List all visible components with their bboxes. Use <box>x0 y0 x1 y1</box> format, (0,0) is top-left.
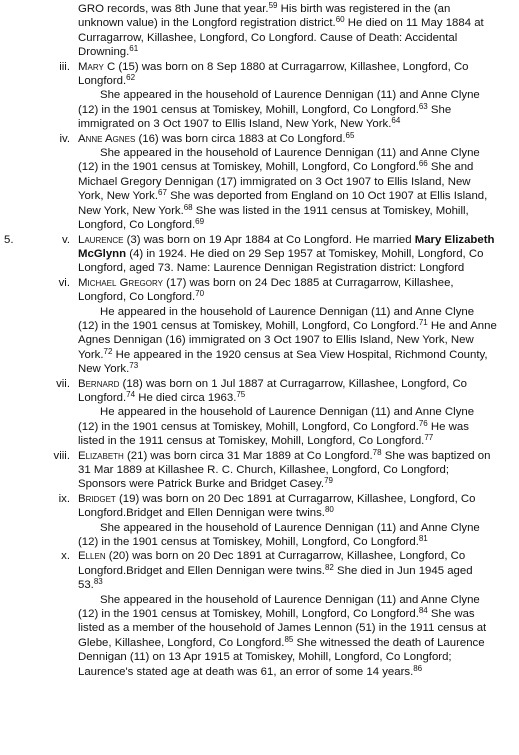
genealogy-page <box>0 2 519 679</box>
entry-text: He appeared in the household of Laurence Dennigan (11) and Anne Clyne (12) in the 1901 census at Tomiskey, Mohill, Longford, Co Longford. <box>78 305 475 332</box>
generation-number: 5. <box>4 233 14 246</box>
person-name: Mary C <box>78 60 116 73</box>
entry-detail <box>78 593 497 679</box>
footnote-ref: 64 <box>391 116 401 126</box>
footnote-ref: 74 <box>126 389 136 399</box>
footnote-ref: 66 <box>418 159 428 169</box>
person-name: Anne Agnes <box>78 132 136 145</box>
entry-detail <box>78 88 497 131</box>
footnote-ref: 77 <box>424 433 434 443</box>
footnote-ref: 72 <box>103 346 113 356</box>
entry-summary <box>78 2 497 60</box>
footnote-ref: 70 <box>195 289 205 299</box>
entry-text: (18) was born on 1 Jul 1887 at Curragarrow, Killashee, Longford, Co Longford. <box>78 377 467 404</box>
spouse-name: Mary Elizabeth McGlynn <box>78 233 495 260</box>
child-entry <box>0 233 519 276</box>
entry-text: He appeared in the 1920 census at Sea View Hospital, Richmond County, New York. <box>78 348 488 376</box>
footnote-ref: 78 <box>372 447 382 457</box>
entry-text: GRO records, was 8th June that year. <box>78 3 269 15</box>
entry-summary <box>78 60 497 89</box>
entry-detail <box>78 305 497 377</box>
child-entry <box>0 60 519 132</box>
child-entry <box>0 449 519 492</box>
entry-text: (21) was born circa 31 Mar 1889 at Co Longford. <box>123 449 373 462</box>
footnote-ref: 75 <box>236 389 246 399</box>
footnote-ref: 71 <box>418 317 428 327</box>
child-entry <box>0 492 519 550</box>
entry-text: She appeared in the household of Laurence Dennigan (11) and Anne Clyne (12) in the 1901 census at Tomiskey, Mohill, Longford, Co Longford. <box>78 147 480 174</box>
footnote-ref: 69 <box>195 217 205 227</box>
entry-text: (16) was born circa 1883 at Co Longford. <box>135 132 346 145</box>
footnote-ref: 68 <box>183 202 193 212</box>
child-numeral: x. <box>61 550 70 563</box>
entry-summary <box>78 132 497 146</box>
child-entry <box>0 2 519 60</box>
child-entry <box>0 132 519 233</box>
child-numeral: vii. <box>56 377 70 390</box>
entry-text: (19) was born on 20 Dec 1891 at Curragarrow, Killashee, Longford, Co Longford.Bridget and Ellen Dennigan were twins. <box>78 492 476 520</box>
entry-detail <box>78 521 497 550</box>
entry-text: She witnessed the death of Laurence Dennigan (11) on 13 Apr 1915 at Tomiskey, Mohill, Longford, Co Longford; Laurence's stated age at death was 61, an error of some 14 years. <box>78 636 485 678</box>
footnote-ref: 83 <box>93 577 103 587</box>
child-numeral: iii. <box>59 60 70 73</box>
entry-text: He died circa 1963. <box>135 391 237 404</box>
child-numeral: ix. <box>58 492 70 505</box>
person-name: Bridget <box>78 492 116 505</box>
entry-text: He and Anne Agnes Dennigan (16) immigrated on 3 Oct 1907 to Ellis Island, New York, New York. <box>78 319 497 361</box>
entry-summary <box>78 549 497 592</box>
entry-text: He was listed in the 1911 census at Tomiskey, Mohill, Longford, Co Longford. <box>78 420 469 448</box>
child-entry <box>0 549 519 679</box>
entry-summary <box>78 233 497 276</box>
footnote-ref: 80 <box>324 505 334 515</box>
entry-summary <box>78 449 497 492</box>
footnote-ref: 65 <box>345 130 355 140</box>
child-numeral: vi. <box>58 276 70 289</box>
entry-detail <box>78 405 497 448</box>
child-numeral: v. <box>61 233 70 246</box>
entry-text: He died on 11 May 1884 at Curragarrow, Killashee, Longford, Co Longford. Cause of Death: Accidental Drowning. <box>78 17 484 59</box>
person-name: Bernard <box>78 377 120 390</box>
footnote-ref: 81 <box>418 534 428 544</box>
footnote-ref: 85 <box>284 634 294 644</box>
footnote-ref: 76 <box>418 418 428 428</box>
footnote-ref: 63 <box>418 101 428 111</box>
footnote-ref: 67 <box>158 188 167 198</box>
footnote-ref: 62 <box>126 73 136 83</box>
person-name: Ellen <box>78 550 106 563</box>
footnote-ref: 73 <box>129 361 139 371</box>
footnote-ref: 84 <box>418 606 428 616</box>
entry-text: She appeared in the household of Laurence Dennigan (11) and Anne Clyne (12) in the 1901 census at Tomiskey, Mohill, Longford, Co Longford. <box>78 89 480 116</box>
entry-summary <box>78 492 497 521</box>
entry-text: (15) was born on 8 Sep 1880 at Curragarrow, Killashee, Longford, Co Longford. <box>78 60 469 88</box>
person-name: Laurence <box>78 233 124 246</box>
footnote-ref: 60 <box>335 15 345 25</box>
entry-text: (3) was born on 19 Apr 1884 at Co Longford. He married <box>123 233 415 246</box>
entry-summary <box>78 276 497 305</box>
child-entry <box>0 276 519 377</box>
entry-text: She immigrated on 3 Oct 1907 to Ellis Island, New York, New York. <box>78 103 452 131</box>
entry-text: (17) was born on 24 Dec 1885 at Curragarrow, Killashee, Longford, Co Longford. <box>78 276 454 304</box>
child-numeral: iv. <box>59 132 70 145</box>
entry-text: (4) in 1924. He died on 29 Sep 1957 at Tomiskey, Mohill, Longford, Co Longford, aged 73. Name: Laurence Dennigan Registration district: Longford <box>78 247 484 275</box>
entry-text: His birth was registered in the (an unknown value) in the Longford registration district. <box>78 3 451 30</box>
footnote-ref: 59 <box>268 1 278 10</box>
entry-text: She was baptized on 31 Mar 1889 at Killashee R. C. Church, Killashee, Longford, Co Longford; Sponsors were Patrick Burke and Bridget Casey. <box>78 449 491 491</box>
entry-summary <box>78 377 497 406</box>
person-name: Elizabeth <box>78 449 124 462</box>
person-name: Michael Gregory <box>78 276 163 289</box>
child-numeral: viii. <box>53 449 70 462</box>
footnote-ref: 61 <box>129 44 139 54</box>
child-entry <box>0 377 519 449</box>
entry-text: She appeared in the household of Laurence Dennigan (11) and Anne Clyne (12) in the 1901 census at Tomiskey, Mohill, Longford, Co Longford. <box>78 593 480 621</box>
entry-detail <box>78 146 497 232</box>
entry-text: She died in Jun 1945 aged 53. <box>78 564 473 592</box>
footnote-ref: 79 <box>324 476 333 486</box>
entry-text: (20) was born on 20 Dec 1891 at Curragarrow, Killashee, Longford, Co Longford.Bridget and Ellen Dennigan were twins. <box>78 550 466 577</box>
entry-text: She and Michael Gregory Dennigan (17) immigrated on 3 Oct 1907 to Ellis Island, New York, New York. <box>78 161 474 203</box>
entry-text: She was listed in the 1911 census at Tomiskey, Mohill, Longford, Co Longford. <box>78 204 469 232</box>
entry-text: She was deported from England on 10 Oct 1907 at Ellis Island, New York, New York. <box>78 190 488 217</box>
footnote-ref: 82 <box>324 562 334 572</box>
entry-text: She was listed as a member of the household of James Lennon (51) in the 1911 census at Glebe, Killashee, Longford, Co Longford. <box>78 608 487 649</box>
entry-text: She appeared in the household of Laurence Dennigan (11) and Anne Clyne (12) in the 1901 census at Tomiskey, Mohill, Longford, Co Longford. <box>78 521 480 549</box>
footnote-ref: 86 <box>413 663 423 673</box>
entry-text: He appeared in the household of Laurence Dennigan (11) and Anne Clyne (12) in the 1901 census at Tomiskey, Mohill, Longford, Co Longford. <box>78 406 475 433</box>
